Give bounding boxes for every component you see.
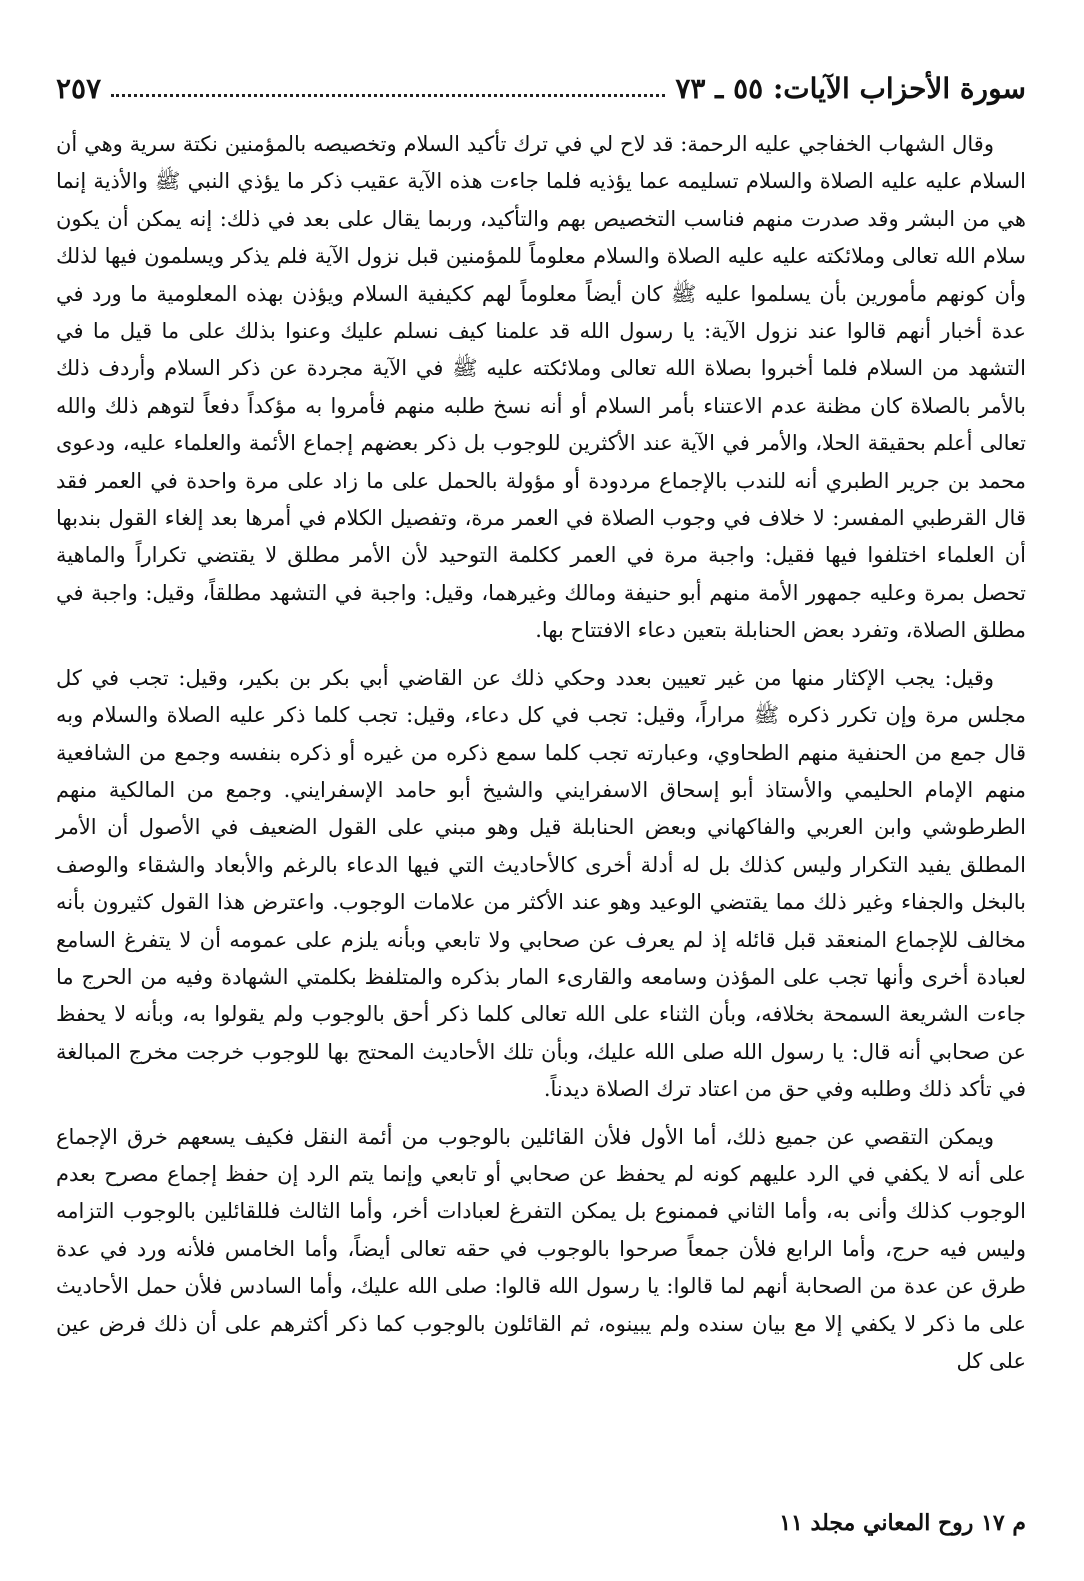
paragraph-1: وقال الشهاب الخفاجي عليه الرحمة: قد لاح لي في ترك تأكيد السلام وتخصيصه بالمؤمنين نكتة سرية وهي أن السلام عليه عليه الصلاة والسلام تسليمه عما يؤذيه فلما جاءت هذه الآية عقيب ذكر ما يؤذي النبي ﷺ والأذية إنما هي من البشر وقد صدرت منهم فناسب التخصيص بهم والتأكيد، وربما يقال على بعد في ذلك: إنه يمكن أن يكون سلام الله تعالى وملائكته عليه عليه الصلاة والسلام معلوماً للمؤمنين قبل نزول الآية فلم يذكر ويسلمون فيها لذلك وأن كونهم مأمورين بأن يسلموا عليه ﷺ كان أيضاً معلوماً لهم ككيفية السلام ويؤذن بهذه المعلومية ما ورد في عدة أخبار أنهم قالوا عند نزول الآية: يا رسول الله قد علمنا كيف نسلم عليك وعنوا بذلك على ما قيل ما في التشهد من السلام فلما أخبروا بصلاة الله تعالى وملائكته عليه ﷺ في الآية مجردة عن ذكر السلام وأردف ذلك بالأمر بالصلاة كان مظنة عدم الاعتناء بأمر السلام أو أنه نسخ طلبه منهم فأمروا به مؤكداً دفعاً لتوهم ذلك والله تعالى أعلم بحقيقة الحلا، والأمر في الآية عند الأكثرين للوجوب بل ذكر بعضهم إجماع الأئمة والعلماء عليه، ودعوى محمد بن جرير الطبري أنه للندب بالإجماع مردودة أو مؤولة بالحمل على ما زاد على مرة واحدة في العمر فقد قال القرطبي المفسر: لا خلاف في وجوب الصلاة في العمر مرة، وتفصيل الكلام في أمرها بعد إلغاء القول بندبها أن العلماء اختلفوا فيها فقيل: واجبة مرة في العمر ككلمة التوحيد لأن الأمر مطلق لا يقتضي تكراراً والماهية تحصل بمرة وعليه جمهور الأمة منهم أبو حنيفة ومالك وغيرهما، وقيل: واجبة في التشهد مطلقاً، وقيل: واجبة في مطلق الصلاة، وتفرد بعض الحنابلة بتعين دعاء الافتتاح بها. [56, 132, 1026, 643]
header-dot-leader [111, 94, 665, 97]
page-number: ٢٥٧ [56, 71, 102, 105]
surah-title: سورة الأحزاب الآيات: ٥٥ ـ ٧٣ [675, 71, 1026, 105]
paragraph-2: وقيل: يجب الإكثار منها من غير تعيين بعدد وحكي ذلك عن القاضي أبي بكر بن بكير، وقيل: تجب في كل مجلس مرة وإن تكرر ذكره ﷺ مراراً، وقيل: تجب في كل دعاء، وقيل: تجب كلما ذكر عليه الصلاة والسلام وبه قال جمع من الحنفية منهم الطحاوي، وعبارته تجب كلما سمع ذكره من غيره أو ذكره بنفسه وجمع من الشافعية منهم الإمام الحليمي والأستاذ أبو إسحاق الاسفرايني والشيخ أبو حامد الإسفرايني. وجمع من المالكية منهم الطرطوشي وابن العربي والفاكهاني وبعض الحنابلة قيل وهو مبني على القول الضعيف في الأصول أن الأمر المطلق يفيد التكرار وليس كذلك بل له أدلة أخرى كالأحاديث التي فيها الدعاء بالرغم والأبعاد والشقاء والوصف بالبخل والجفاء وغير ذلك مما يقتضي الوعيد وهو عند الأكثر من علامات الوجوب. واعترض هذا القول كثيرون بأنه مخالف للإجماع المنعقد قبل قائله إذ لم يعرف عن صحابي ولا تابعي وبأنه يلزم على عمومه أن لا يتفرغ السامع لعبادة أخرى وأنها تجب على المؤذن وسامعه والقارىء المار بذكره والمتلفظ بكلمتي الشهادة وفيه من الحرج ما جاءت الشريعة السمحة بخلافه، وبأن الثناء على الله تعالى كلما ذكر أحق بالوجوب ولم يقولوا به، وبأنه لا يحفظ عن صحابي أنه قال: يا رسول الله صلى الله عليك، وبأن تلك الأحاديث المحتج بها للوجوب خرجت مخرج المبالغة في تأكد ذلك وطلبه وفي حق من اعتاد ترك الصلاة ديدناً. [56, 665, 1026, 1102]
paragraph-3: ويمكن التقصي عن جميع ذلك، أما الأول فلأن القائلين بالوجوب من أئمة النقل فكيف يسعهم خرق الإجماع على أنه لا يكفي في الرد عليهم كونه لم يحفظ عن صحابي أو تابعي وإنما يتم الرد إن حفظ إجماع مصرح بعدم الوجوب كذلك وأنى به، وأما الثاني فممنوع بل يمكن التفرغ لعبادات أخر، وأما الثالث فللقائلين بالوجوب التزامه وليس فيه حرج، وأما الرابع فلأن جمعاً صرحوا بالوجوب في حقه تعالى أيضاً، وأما الخامس فلأنه ورد في عدة طرق عن عدة من الصحابة أنهم لما قالوا: يا رسول الله قالوا: صلى الله عليك، وأما السادس فلأن حمل الأحاديث على ما ذكر لا يكفي إلا مع بيان سنده ولم يبينوه، ثم القائلون بالوجوب كما ذكر أكثرهم على أن ذلك فرض عين على كل [56, 1124, 1026, 1373]
page-body [56, 126, 1026, 1380]
running-header [56, 66, 1026, 110]
signature-mark: م ١٧ روح المعاني مجلد ١١ [779, 1510, 1026, 1536]
